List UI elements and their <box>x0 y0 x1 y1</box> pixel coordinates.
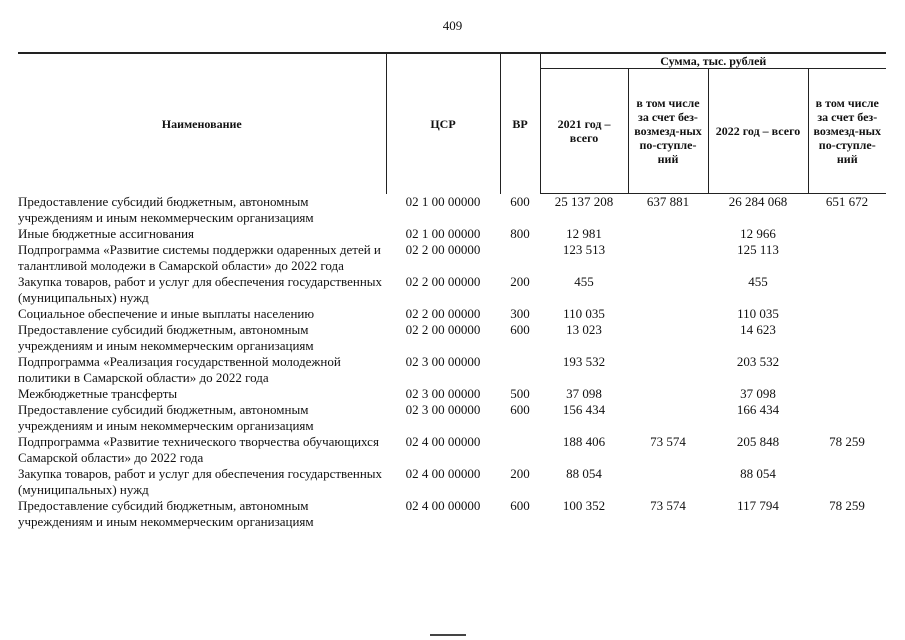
page-number: 409 <box>442 18 463 33</box>
footer-divider <box>430 634 466 636</box>
row-2022-free <box>808 274 886 306</box>
row-csr: 02 3 00 00000 <box>405 353 481 369</box>
row-2021-total: 12 981 <box>566 225 602 241</box>
row-2021-total: 156 434 <box>562 401 606 417</box>
row-2021-total: 100 352 <box>562 497 606 513</box>
row-2021-total: 193 532 <box>562 353 606 369</box>
row-vr <box>500 354 540 386</box>
row-2022-free <box>808 322 886 354</box>
header-name: Наименование <box>18 53 386 194</box>
row-csr: 02 4 00 00000 <box>405 433 481 449</box>
row-name: Закупка товаров, работ и услуг для обеспечения государственных (муниципальных) нужд <box>18 273 383 305</box>
row-csr: 02 3 00 00000 <box>405 385 481 401</box>
row-2022-free <box>808 354 886 386</box>
table-row <box>18 194 886 226</box>
row-2022-free: 78 259 <box>829 433 865 449</box>
row-csr: 02 2 00 00000 <box>405 241 481 257</box>
row-2021-total: 13 023 <box>566 321 602 337</box>
row-2022-total: 125 113 <box>737 241 779 257</box>
row-name: Социальное обеспечение и иные выплаты населению <box>18 305 315 321</box>
row-vr: 800 <box>510 225 530 241</box>
row-2021-free <box>628 466 708 498</box>
row-2021-total: 88 054 <box>566 465 602 481</box>
row-csr: 02 2 00 00000 <box>405 305 481 321</box>
row-vr: 200 <box>510 273 530 289</box>
budget-table <box>18 52 886 530</box>
row-2021-total: 25 137 208 <box>554 194 614 209</box>
row-csr: 02 4 00 00000 <box>405 497 481 513</box>
row-2021-total: 123 513 <box>562 241 606 257</box>
header-vr: ВР <box>500 53 540 194</box>
row-2021-free <box>628 354 708 386</box>
header-csr: ЦСР <box>386 53 500 194</box>
row-2021-total: 188 406 <box>562 433 606 449</box>
table-row <box>18 322 886 354</box>
header-2021-free: в том числе за счет без-возмезд-ных по-ступле-ний <box>628 69 708 194</box>
row-2022-total: 37 098 <box>740 385 776 401</box>
row-csr: 02 1 00 00000 <box>405 225 481 241</box>
row-2022-total: 205 848 <box>736 433 780 449</box>
row-csr: 02 2 00 00000 <box>405 273 481 289</box>
table-row <box>18 274 886 306</box>
row-name: Закупка товаров, работ и услуг для обеспечения государственных (муниципальных) нужд <box>18 465 383 497</box>
row-csr: 02 2 00 00000 <box>405 321 481 337</box>
table-row <box>18 354 886 386</box>
row-name: Предоставление субсидий бюджетным, автономным учреждениям и иным некоммерческим организациям <box>18 401 314 433</box>
header-2022-free: в том числе за счет без-возмезд-ных по-ступле-ний <box>808 69 886 194</box>
row-2022-free <box>808 402 886 434</box>
row-2021-free: 637 881 <box>646 194 690 209</box>
row-name: Предоставление субсидий бюджетным, автономным учреждениям и иным некоммерческим организациям <box>18 321 314 353</box>
row-2022-free: 78 259 <box>829 497 865 513</box>
table-body <box>18 194 886 530</box>
row-2022-total: 26 284 068 <box>728 194 788 209</box>
row-name: Подпрограмма «Развитие системы поддержки одаренных детей и талантливой молодежи в Самарской области» до 2022 года <box>18 241 381 273</box>
row-2021-free: 73 574 <box>650 497 686 513</box>
row-vr: 200 <box>510 465 530 481</box>
row-2021-free <box>628 402 708 434</box>
table-row <box>18 226 886 242</box>
row-name: Иные бюджетные ассигнования <box>18 225 195 241</box>
row-csr: 02 1 00 00000 <box>405 193 481 209</box>
row-vr <box>500 242 540 274</box>
table-row <box>18 402 886 434</box>
row-vr: 600 <box>510 401 530 417</box>
row-name: Подпрограмма «Развитие технического творчества обучающихся Самарской области» до 2022 года <box>18 433 379 465</box>
table-row <box>18 386 886 402</box>
row-2022-free <box>808 466 886 498</box>
row-2022-free <box>808 242 886 274</box>
row-vr <box>500 434 540 466</box>
row-2021-total: 455 <box>574 273 594 289</box>
row-2022-total: 455 <box>748 273 768 289</box>
table-row <box>18 466 886 498</box>
row-name: Предоставление субсидий бюджетным, автономным учреждениям и иным некоммерческим организациям <box>18 497 314 529</box>
row-name: Межбюджетные трансферты <box>18 385 178 401</box>
row-2021-free <box>628 322 708 354</box>
row-2021-free: 73 574 <box>650 433 686 449</box>
row-2022-total: 12 966 <box>740 225 776 241</box>
row-vr: 600 <box>510 321 530 337</box>
row-name: Подпрограмма «Реализация государственной молодежной политики в Самарской области» до 2022 года <box>18 353 341 385</box>
row-csr: 02 3 00 00000 <box>405 401 481 417</box>
header-sum-group: Сумма, тыс. рублей <box>540 53 886 69</box>
row-2021-free <box>628 242 708 274</box>
row-2022-total: 88 054 <box>740 465 776 481</box>
row-2022-free <box>808 306 886 322</box>
row-2021-total: 110 035 <box>563 305 605 321</box>
row-csr: 02 4 00 00000 <box>405 465 481 481</box>
row-vr: 500 <box>510 385 530 401</box>
table-row <box>18 242 886 274</box>
row-vr: 600 <box>510 497 530 513</box>
row-2022-total: 203 532 <box>736 353 780 369</box>
row-2022-total: 14 623 <box>740 321 776 337</box>
header-2022-total: 2022 год – всего <box>708 69 808 194</box>
row-2021-free <box>628 386 708 402</box>
row-2021-free <box>628 226 708 242</box>
row-2022-free <box>808 386 886 402</box>
row-2022-total: 110 035 <box>737 305 779 321</box>
row-vr: 300 <box>510 305 530 321</box>
table-row <box>18 498 886 530</box>
row-2021-free <box>628 274 708 306</box>
row-2022-free <box>808 226 886 242</box>
row-vr: 600 <box>510 193 530 209</box>
row-name: Предоставление субсидий бюджетным, автономным учреждениям и иным некоммерческим организациям <box>18 193 314 225</box>
row-2022-total: 117 794 <box>737 497 779 513</box>
row-2021-total: 37 098 <box>566 385 602 401</box>
row-2022-total: 166 434 <box>736 401 780 417</box>
row-2022-free: 651 672 <box>825 194 869 209</box>
row-2021-free <box>628 306 708 322</box>
header-2021-total: 2021 год – всего <box>540 69 628 194</box>
table-row <box>18 434 886 466</box>
table-row <box>18 306 886 322</box>
